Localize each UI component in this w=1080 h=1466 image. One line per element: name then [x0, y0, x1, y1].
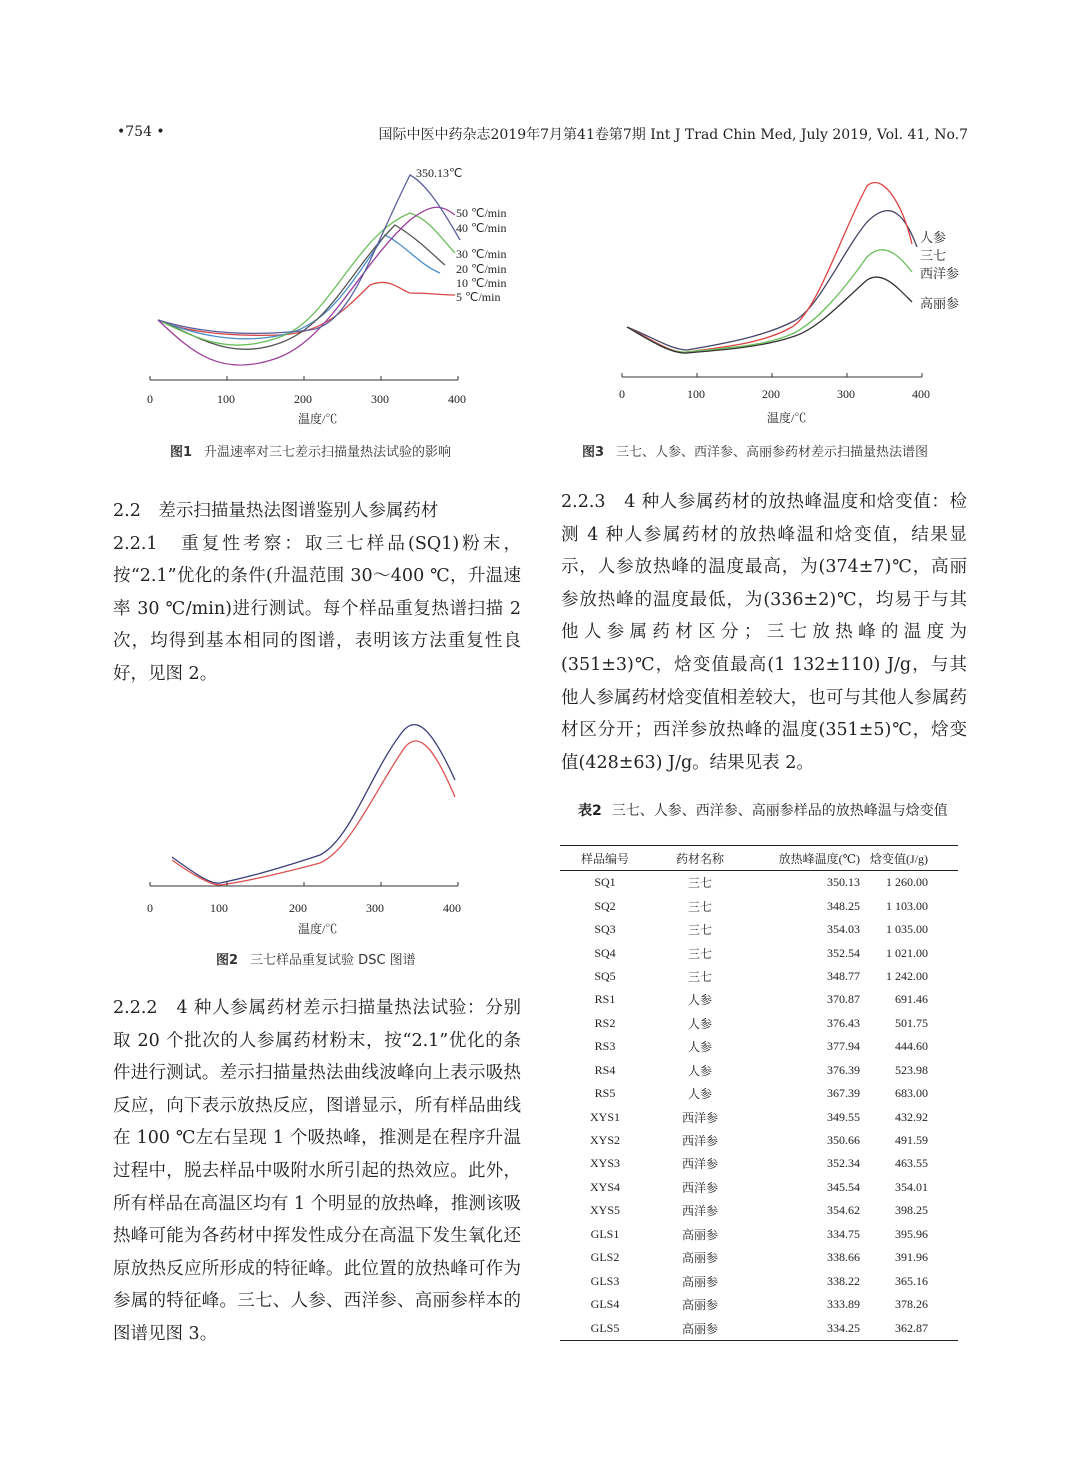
fig2-label: 图2: [216, 953, 239, 968]
cell-peak-temp: 345.54: [827, 1179, 860, 1194]
figure-2-caption: [216, 949, 416, 968]
cell-herb-name: 人参: [687, 1087, 712, 1102]
fig3-curve-renshen: [627, 211, 917, 350]
cell-enthalpy: 398.25: [895, 1203, 928, 1218]
cell-enthalpy: 463.55: [895, 1156, 928, 1171]
table-row: [560, 1269, 958, 1292]
cell-enthalpy: 395.96: [895, 1226, 928, 1241]
fig1-peak-note: 350.13℃: [416, 166, 463, 180]
cell-enthalpy: 354.01: [895, 1179, 928, 1194]
cell-peak-temp: 350.66: [827, 1133, 860, 1148]
cell-enthalpy: 1 103.00: [886, 898, 928, 913]
cell-herb-name: 西洋参: [681, 1180, 718, 1195]
table-2: [560, 845, 958, 1341]
cell-peak-temp: 367.39: [827, 1086, 860, 1101]
fig1-ticks: [150, 376, 458, 380]
table-row: [560, 918, 958, 941]
cell-enthalpy: 1 260.00: [886, 875, 928, 890]
right-text: [561, 486, 967, 779]
table-row: [560, 988, 958, 1011]
cell-enthalpy: 391.96: [895, 1250, 928, 1265]
cell-herb-name: 三七: [687, 969, 712, 984]
cell-herb-name: 人参: [687, 1040, 712, 1055]
fig1-tick-0: 0: [147, 392, 153, 406]
cell-enthalpy: 683.00: [895, 1086, 928, 1101]
fig3-label: 图3: [582, 445, 605, 460]
col-herb-name: 药材名称: [650, 846, 750, 871]
fig3-legend-3: 高丽参: [920, 297, 960, 312]
cell-sample-id: XYS4: [589, 1179, 620, 1194]
page-number: •754 •: [117, 124, 165, 140]
fig1-curve-50: [158, 175, 460, 333]
cell-peak-temp: 376.43: [827, 1015, 860, 1030]
cell-herb-name: 三七: [687, 946, 712, 961]
table-2-caption: [578, 800, 958, 822]
table-row: [560, 894, 958, 917]
table-row: [560, 871, 958, 895]
col-enthalpy: 焓变值(J/g): [868, 846, 958, 871]
fig2-ticks: [150, 882, 458, 886]
cell-peak-temp: 352.54: [827, 945, 860, 960]
cell-peak-temp: 376.39: [827, 1062, 860, 1077]
table-row: [560, 1059, 958, 1082]
fig1-curves: [158, 175, 460, 365]
cell-enthalpy: 491.59: [895, 1133, 928, 1148]
cell-sample-id: RS1: [594, 992, 616, 1007]
fig1-curve-5: [158, 282, 455, 335]
cell-enthalpy: 432.92: [895, 1109, 928, 1124]
cell-herb-name: 人参: [687, 1016, 712, 1031]
fig1-legend: [456, 206, 506, 304]
cell-sample-id: SQ1: [594, 875, 616, 890]
cell-herb-name: 西洋参: [681, 1157, 718, 1172]
table-2-label: 表2: [578, 803, 602, 819]
cell-sample-id: SQ5: [594, 968, 616, 983]
cell-herb-name: 人参: [687, 1063, 712, 1078]
cell-herb-name: 人参: [687, 993, 712, 1008]
fig2-curve-b: [172, 741, 455, 885]
cell-peak-temp: 333.89: [827, 1297, 860, 1312]
fig1-tick-400: 400: [448, 392, 466, 406]
fig3-legend-1: 三七: [920, 249, 947, 264]
fig1-legend-1: 40 ℃/min: [456, 221, 507, 235]
fig3-tick-300: 300: [837, 387, 855, 401]
table-row: [560, 1129, 958, 1152]
fig2-tick-100: 100: [210, 901, 228, 915]
cell-enthalpy: 444.60: [895, 1039, 928, 1054]
table-header-row: [560, 846, 958, 871]
cell-peak-temp: 354.03: [827, 922, 860, 937]
cell-enthalpy: 501.75: [895, 1015, 928, 1030]
cell-sample-id: RS4: [594, 1062, 616, 1077]
table-row: [560, 1316, 958, 1340]
fig2-caption-text: 三七样品重复试验 DSC 图谱: [250, 953, 416, 968]
left-text-lower: [113, 992, 521, 1351]
fig3-tick-100: 100: [687, 387, 705, 401]
fig1-curve-30: [158, 213, 455, 345]
fig2-tick-400: 400: [443, 901, 461, 915]
fig3-caption-text: 三七、人参、西洋参、高丽参药材差示扫描量热法谱图: [616, 445, 929, 460]
fig2-xlabel: 温度/℃: [298, 922, 338, 936]
fig2-tick-200: 200: [289, 901, 307, 915]
figure-2-chart: [140, 705, 470, 940]
figure-3-chart: [612, 172, 982, 432]
cell-herb-name: 三七: [687, 876, 712, 891]
fig1-label: 图1: [170, 445, 193, 460]
table-2-body: [560, 871, 958, 1341]
cell-peak-temp: 338.22: [827, 1273, 860, 1288]
fig1-caption-text: 升温速率对三七差示扫描量热法试验的影响: [204, 445, 452, 460]
fig3-ticks: [622, 373, 922, 377]
figure-3: [612, 172, 982, 432]
fig1-legend-4: 10 ℃/min: [456, 276, 507, 290]
table-row: [560, 1199, 958, 1222]
cell-herb-name: 高丽参: [681, 1227, 718, 1242]
fig3-tick-200: 200: [762, 387, 780, 401]
fig1-tick-100: 100: [217, 392, 235, 406]
cell-herb-name: 高丽参: [681, 1274, 718, 1289]
table-row: [560, 1223, 958, 1246]
fig1-tick-300: 300: [371, 392, 389, 406]
cell-peak-temp: 354.62: [827, 1203, 860, 1218]
figure-2: [140, 705, 470, 940]
fig1-xlabel: 温度/℃: [298, 412, 338, 426]
table-row: [560, 1012, 958, 1035]
cell-herb-name: 西洋参: [681, 1204, 718, 1219]
fig1-legend-3: 20 ℃/min: [456, 262, 507, 276]
fig1-legend-2: 30 ℃/min: [456, 247, 507, 261]
fig1-curve-40: [158, 207, 455, 365]
cell-enthalpy: 1 021.00: [886, 945, 928, 960]
fig3-tick-0: 0: [619, 387, 625, 401]
cell-sample-id: GLS3: [590, 1273, 620, 1288]
col-peak-temp: 放热峰温度(℃): [750, 846, 868, 871]
cell-herb-name: 三七: [687, 923, 712, 938]
cell-sample-id: RS3: [594, 1039, 616, 1054]
cell-enthalpy: 1 035.00: [886, 922, 928, 937]
cell-enthalpy: 365.16: [895, 1273, 928, 1288]
fig2-tick-0: 0: [147, 901, 153, 915]
cell-sample-id: RS2: [594, 1015, 616, 1030]
cell-sample-id: SQ2: [594, 898, 616, 913]
table-row: [560, 1246, 958, 1269]
cell-sample-id: GLS4: [590, 1297, 620, 1312]
para-2-2-2: 2.2.2 4 种人参属药材差示扫描量热法试验：分别取 20 个批次的人参属药材粉末，按“2.1”优化的条件进行测试。差示扫描量热法曲线波峰向上表示吸热反应，向下表示放热反应，图谱显示，所有样品曲线在 100 ℃左右呈现 1 个吸热峰，推测是在程序升温过程中，脱去样品中吸附水所引起的热效应。此外，所有样品在高温区均有 1 个明显的放热峰，推测该吸热峰可能为各药材中挥发性成分在高温下发生氧化还原放热反应所形成的特征峰。此位置的放热峰可作为参属的特征峰。三七、人参、西洋参、高丽参样本的图谱见图 3。: [113, 998, 521, 1344]
fig2-tick-300: 300: [366, 901, 384, 915]
fig2-curve-a: [172, 725, 455, 884]
col-sample-id: 样品编号: [560, 846, 650, 871]
cell-sample-id: RS5: [594, 1086, 616, 1101]
cell-enthalpy: 523.98: [895, 1062, 928, 1077]
table-2-caption-text: 三七、人参、西洋参、高丽参样品的放热峰温与焓变值: [611, 803, 948, 819]
fig3-xlabel: 温度/℃: [767, 411, 807, 425]
table-row: [560, 1293, 958, 1316]
table-row: [560, 965, 958, 988]
cell-herb-name: 西洋参: [681, 1110, 718, 1125]
fig1-legend-5: 5 ℃/min: [456, 290, 501, 304]
cell-sample-id: XYS5: [589, 1203, 620, 1218]
cell-enthalpy: 1 242.00: [886, 968, 928, 983]
fig3-tick-400: 400: [912, 387, 930, 401]
cell-sample-id: SQ3: [594, 922, 616, 937]
cell-peak-temp: 338.66: [827, 1250, 860, 1265]
table-row: [560, 941, 958, 964]
cell-sample-id: GLS2: [590, 1250, 620, 1265]
fig3-legend-0: 人参: [920, 231, 947, 246]
figure-3-caption: [582, 441, 928, 460]
cell-peak-temp: 348.77: [827, 968, 860, 983]
cell-sample-id: XYS2: [589, 1133, 620, 1148]
cell-sample-id: XYS1: [589, 1109, 620, 1124]
cell-sample-id: GLS5: [560, 1316, 650, 1340]
para-2-2-3: 2.2.3 4 种人参属药材的放热峰温度和焓变值：检测 4 种人参属药材的放热峰温和焓变值，结果显示，人参放热峰的温度最高，为(374±7)℃，高丽参放热峰的温度最低，为(336±2)℃，均易于与其他人参属药材区分；三七放热峰的温度为(351±3)℃，焓变值最高(1 132±110) J/g，与其他人参属药材焓变值相差较大，也可与其他人参属药材区分开；西洋参放热峰的温度(351±5)℃，焓变值(428±63) J/g。结果见表 2。: [561, 492, 967, 773]
cell-peak-temp: 370.87: [827, 992, 860, 1007]
cell-sample-id: GLS1: [590, 1226, 620, 1241]
figure-1-chart: [140, 165, 530, 430]
para-2-2-1: 2.2.1 重复性考察：取三七样品(SQ1)粉末，按“2.1”优化的条件(升温范围 30～400 ℃，升温速率 30 ℃/min)进行测试。每个样品重复热谱扫描 2 次，均得到基本相同的图谱，表明该方法重复性良好，见图 2。: [113, 533, 521, 684]
cell-peak-temp: 350.13: [827, 875, 860, 890]
cell-sample-id: XYS3: [589, 1156, 620, 1171]
figure-1-caption: [170, 441, 451, 460]
table-row: [560, 1082, 958, 1105]
table-row: [560, 1035, 958, 1058]
figure-1: [140, 165, 530, 430]
cell-peak-temp: 334.75: [827, 1226, 860, 1241]
cell-herb-name: 高丽参: [681, 1298, 718, 1313]
cell-enthalpy: 362.87: [868, 1316, 958, 1340]
section-2-2-heading: 2.2 差示扫描量热法图谱鉴别人参属药材: [113, 501, 439, 521]
cell-peak-temp: 348.25: [827, 898, 860, 913]
cell-herb-name: 高丽参: [681, 1251, 718, 1266]
cell-enthalpy: 691.46: [895, 992, 928, 1007]
cell-sample-id: SQ4: [594, 945, 616, 960]
cell-peak-temp: 349.55: [827, 1109, 860, 1124]
left-text-upper: [113, 495, 521, 691]
table-row: [560, 1176, 958, 1199]
cell-peak-temp: 352.34: [827, 1156, 860, 1171]
fig1-tick-200: 200: [294, 392, 312, 406]
cell-herb-name: 高丽参: [650, 1316, 750, 1340]
cell-herb-name: 三七: [687, 899, 712, 914]
table-row: [560, 1105, 958, 1128]
cell-enthalpy: 378.26: [895, 1297, 928, 1312]
fig1-legend-0: 50 ℃/min: [456, 206, 507, 220]
fig3-curve-sanqi: [627, 183, 912, 353]
fig3-legend-2: 西洋参: [920, 267, 960, 282]
cell-peak-temp: 334.25: [750, 1316, 868, 1340]
fig3-curves: [627, 183, 917, 354]
table-row: [560, 1152, 958, 1175]
journal-header: 国际中医中药杂志2019年7月第41卷第7期 Int J Trad Chin Med, July 2019, Vol. 41, No.7: [378, 127, 968, 143]
cell-peak-temp: 377.94: [827, 1039, 860, 1054]
cell-herb-name: 西洋参: [681, 1134, 718, 1149]
